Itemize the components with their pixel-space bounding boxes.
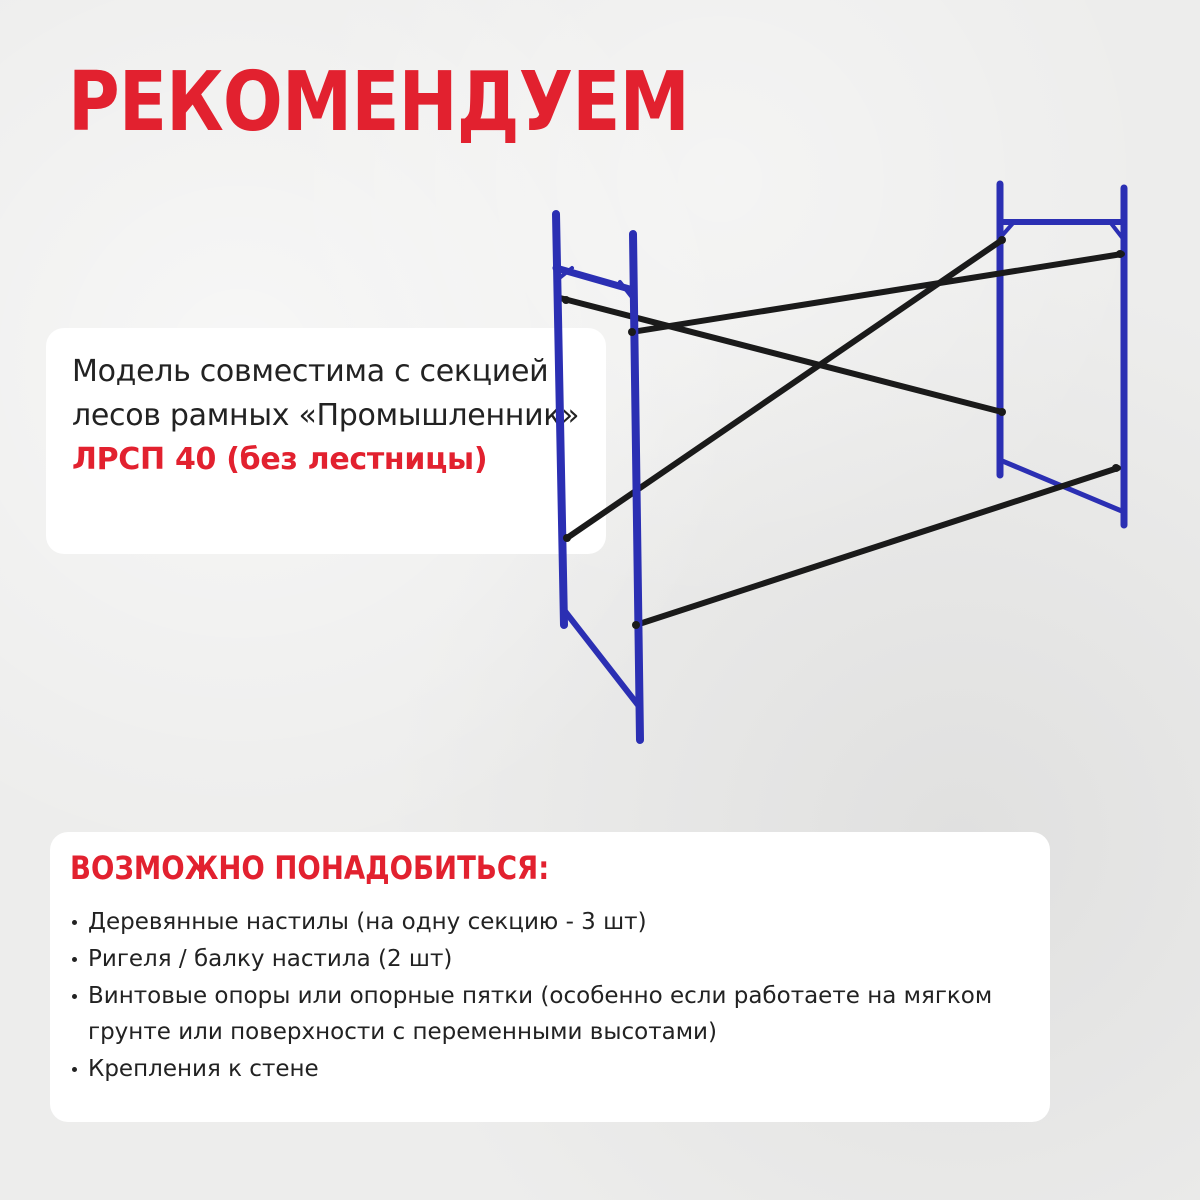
cross-braces [560, 240, 1122, 625]
accessories-card [50, 832, 1050, 1122]
accessories-title: ВОЗМОЖНО ПОНАДОБИТЬСЯ: [70, 849, 550, 887]
accessories-list [70, 904, 1040, 1088]
list-item: Крепления к стене [70, 1051, 1040, 1087]
list-item: Деревянные настилы (на одну секцию - 3 шт) [70, 904, 1040, 940]
compatibility-card [46, 328, 606, 554]
list-item: Ригеля / балку настила (2 шт) [70, 941, 1040, 977]
headline: РЕКОМЕНДУЕМ [68, 55, 689, 150]
list-item: Винтовые опоры или опорные пятки (особенно если работаете на мягком грунте или поверхности с переменными высотами) [70, 978, 1040, 1050]
scaffold-frame-image [530, 170, 1150, 760]
compatible-model: ЛРСП 40 (без лестницы) [72, 442, 488, 477]
front-frame [556, 214, 640, 740]
compatibility-text [72, 350, 592, 482]
compatibility-description: Модель совместима с секцией лесов рамных «Промышленник» [72, 354, 580, 433]
brace-pins [562, 236, 1124, 629]
